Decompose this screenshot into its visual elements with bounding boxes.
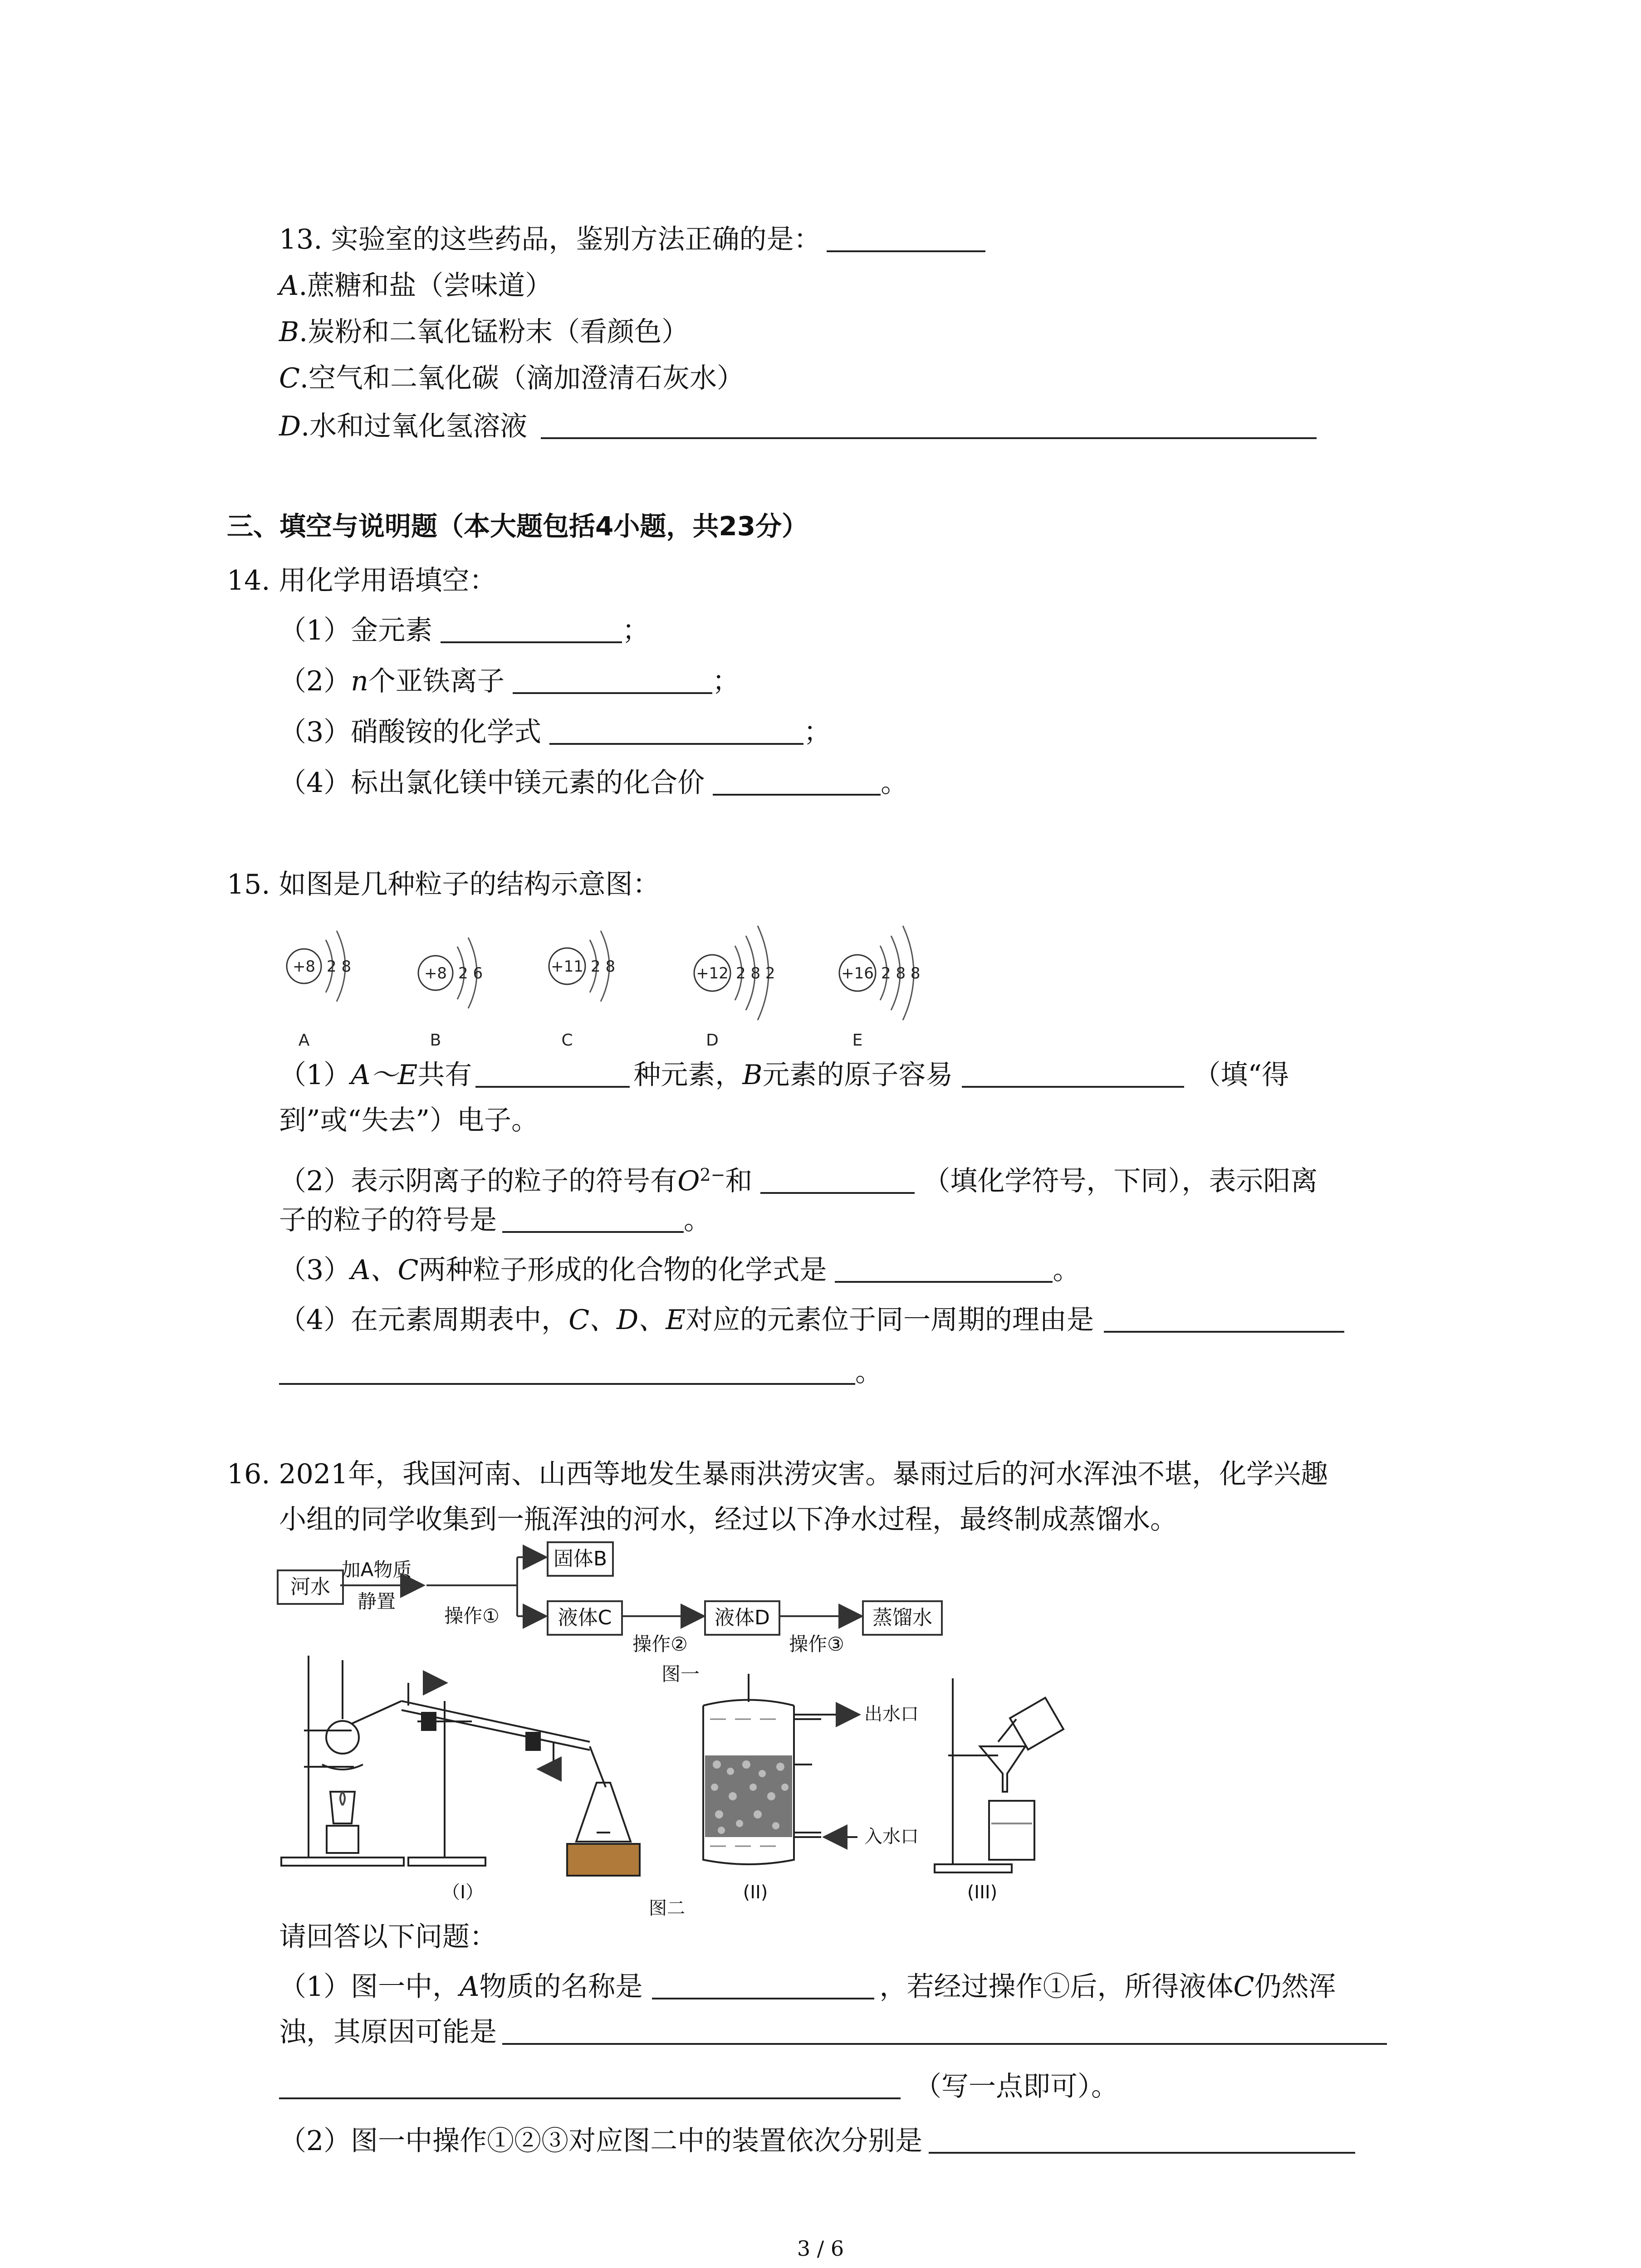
q15-part-2: （2）表示阴离子的粒子的符号有$O^{2-}$和 （填化学符号，下同），表示阳离 <box>279 1165 1318 1197</box>
q15-part-4: （4）在元素周期表中，C、D、E对应的元素位于同一周期的理由是 <box>279 1302 1344 1338</box>
q16-part-2: （2）图一中操作①②③对应图二中的装置依次分别是 <box>279 2123 1355 2159</box>
flow-river-box: 河水 <box>277 1569 344 1605</box>
apparatus-filtration <box>935 1678 1063 1872</box>
q15-part-4-line2: 。 <box>279 1354 882 1390</box>
q13-option-d-blank[interactable] <box>541 409 1317 439</box>
particle-b-shells: 2 6 <box>458 964 483 982</box>
q16-part-2-blank[interactable] <box>929 2124 1355 2154</box>
flow-op2-label: 操作② <box>632 1633 688 1655</box>
particle-d-shells: 2 8 2 <box>736 964 775 982</box>
q13-option-c: C.空气和二氧化碳（滴加澄清石灰水） <box>279 362 744 394</box>
particle-a-label: A <box>298 1031 310 1050</box>
q16-prompt: 请回答以下问题： <box>279 1921 497 1953</box>
q14-part-1: （1）金元素 ； <box>279 612 649 649</box>
q14-part-4-blank[interactable] <box>713 766 881 796</box>
flow-distilled-box: 蒸馏水 <box>862 1600 943 1636</box>
page-number: 3 / 6 <box>797 2236 844 2261</box>
q15-part-1: （1）A～E共有 种元素，B元素的原子容易 （填“得 <box>279 1057 1289 1093</box>
q16-part-1-line3: （写一点即可）。 <box>279 2068 1118 2105</box>
apparatus-label-iii: (III) <box>967 1882 998 1903</box>
q14-part-3: （3）硝酸铵的化学式 ； <box>279 714 831 750</box>
apparatus-label-i: （I） <box>442 1882 484 1903</box>
particle-a <box>287 931 351 1050</box>
particle-b-label: B <box>430 1031 441 1050</box>
q15-part-1-blank-count[interactable] <box>475 1058 630 1088</box>
particle-d-nucleus: +12 <box>696 964 729 982</box>
q15-part-3-blank[interactable] <box>835 1253 1053 1283</box>
apparatus-label-ii: (II) <box>743 1882 768 1903</box>
particle-b-nucleus: +8 <box>424 964 447 982</box>
flow-op1-label: 操作① <box>444 1605 500 1627</box>
q14-part-2: （2）n个亚铁离子 ； <box>279 663 740 699</box>
q13-option-b: B.炭粉和二氧化锰粉末（看颜色） <box>279 316 689 348</box>
particle-a-shells: 2 8 <box>327 958 352 976</box>
apparatus-outlet-label: 出水口 <box>864 1704 919 1725</box>
particle-d-label: D <box>706 1031 719 1050</box>
particle-c-label: C <box>561 1031 573 1050</box>
q15-stem: 15. 如图是几种粒子的结构示意图： <box>227 869 660 900</box>
q16-part-1-blank-reason[interactable] <box>502 2015 1387 2045</box>
q13-answer-blank[interactable] <box>827 222 985 252</box>
flow-add-a-label: 加A物质 <box>341 1559 412 1581</box>
particle-b <box>418 938 483 1050</box>
q15-part-2-blank-anion[interactable] <box>760 1164 915 1194</box>
q13-option-a: A.蔗糖和盐（尝味道） <box>279 270 553 302</box>
particle-e-shells: 2 8 8 <box>881 964 921 982</box>
q16-apparatus-figure <box>272 1651 1157 1923</box>
particle-c-nucleus: +11 <box>551 958 583 976</box>
q13-stem: 13. 实验室的这些药品，鉴别方法正确的是： <box>279 221 985 258</box>
q14-part-1-blank[interactable] <box>441 613 622 643</box>
q16-part-1-blank-name[interactable] <box>652 1970 874 1999</box>
apparatus-fig2-caption: 图二 <box>649 1898 685 1919</box>
apparatus-distillation <box>281 1656 640 1876</box>
q15-part-1-blank-gain-lose[interactable] <box>962 1058 1184 1088</box>
q14-part-3-blank[interactable] <box>549 715 803 745</box>
q16-part-1: （1）图一中，A物质的名称是 ，若经过操作①后，所得液体C仍然浑 <box>279 1969 1336 2005</box>
q15-part-2-line2: 子的粒子的符号是 。 <box>279 1202 711 1238</box>
flow-liquid-d-box: 液体D <box>704 1600 780 1636</box>
q15-part-4-blank[interactable] <box>1104 1303 1344 1333</box>
flow-fig1-caption: 图一 <box>661 1663 700 1685</box>
section-3-title: 三、填空与说明题（本大题包括4小题，共23分） <box>227 511 808 542</box>
q13-option-d: D.水和过氧化氢溶液 <box>279 408 1317 445</box>
flow-liquid-c-box: 液体C <box>547 1600 623 1636</box>
flow-solid-b-box: 固体B <box>547 1541 614 1577</box>
particle-e-label: E <box>852 1031 863 1050</box>
q16-line1: 16. 2021年，我国河南、山西等地发生暴雨洪涝灾害。暴雨过后的河水浑浊不堪，化学兴趣 <box>227 1458 1328 1490</box>
flow-op3-label: 操作③ <box>789 1633 844 1655</box>
flow-settle-label: 静置 <box>357 1590 396 1613</box>
particle-e-nucleus: +16 <box>841 964 874 982</box>
q15-part-3: （3）A、C两种粒子形成的化合物的化学式是 。 <box>279 1252 1080 1288</box>
q14-part-4: （4）标出氯化镁中镁元素的化合价 。 <box>279 765 908 801</box>
apparatus-inlet-label: 入水口 <box>864 1826 919 1847</box>
q15-part-2-blank-cation[interactable] <box>502 1203 684 1233</box>
particle-a-nucleus: +8 <box>292 958 316 976</box>
particle-e <box>839 926 921 1050</box>
q14-stem: 14. 用化学用语填空： <box>227 565 497 596</box>
particle-c-shells: 2 8 <box>591 958 616 976</box>
q14-part-2-blank[interactable] <box>513 664 712 694</box>
q16-line2: 小组的同学收集到一瓶浑浊的河水，经过以下净水过程，最终制成蒸馏水。 <box>279 1504 1177 1535</box>
particle-d <box>694 926 775 1050</box>
q15-part-1-line2: 到”或“失去”）电子。 <box>279 1105 539 1136</box>
flow-arrows <box>272 1533 953 1651</box>
purifier-texture <box>705 1719 792 1846</box>
q16-part-1-line2: 浊，其原因可能是 <box>279 2014 1387 2050</box>
particle-structure-diagrams <box>254 921 1025 1070</box>
q15-part-4-blank-line2[interactable] <box>279 1355 855 1385</box>
particle-c <box>549 931 615 1050</box>
q16-part-1-blank-reason-line2[interactable] <box>279 2069 901 2099</box>
